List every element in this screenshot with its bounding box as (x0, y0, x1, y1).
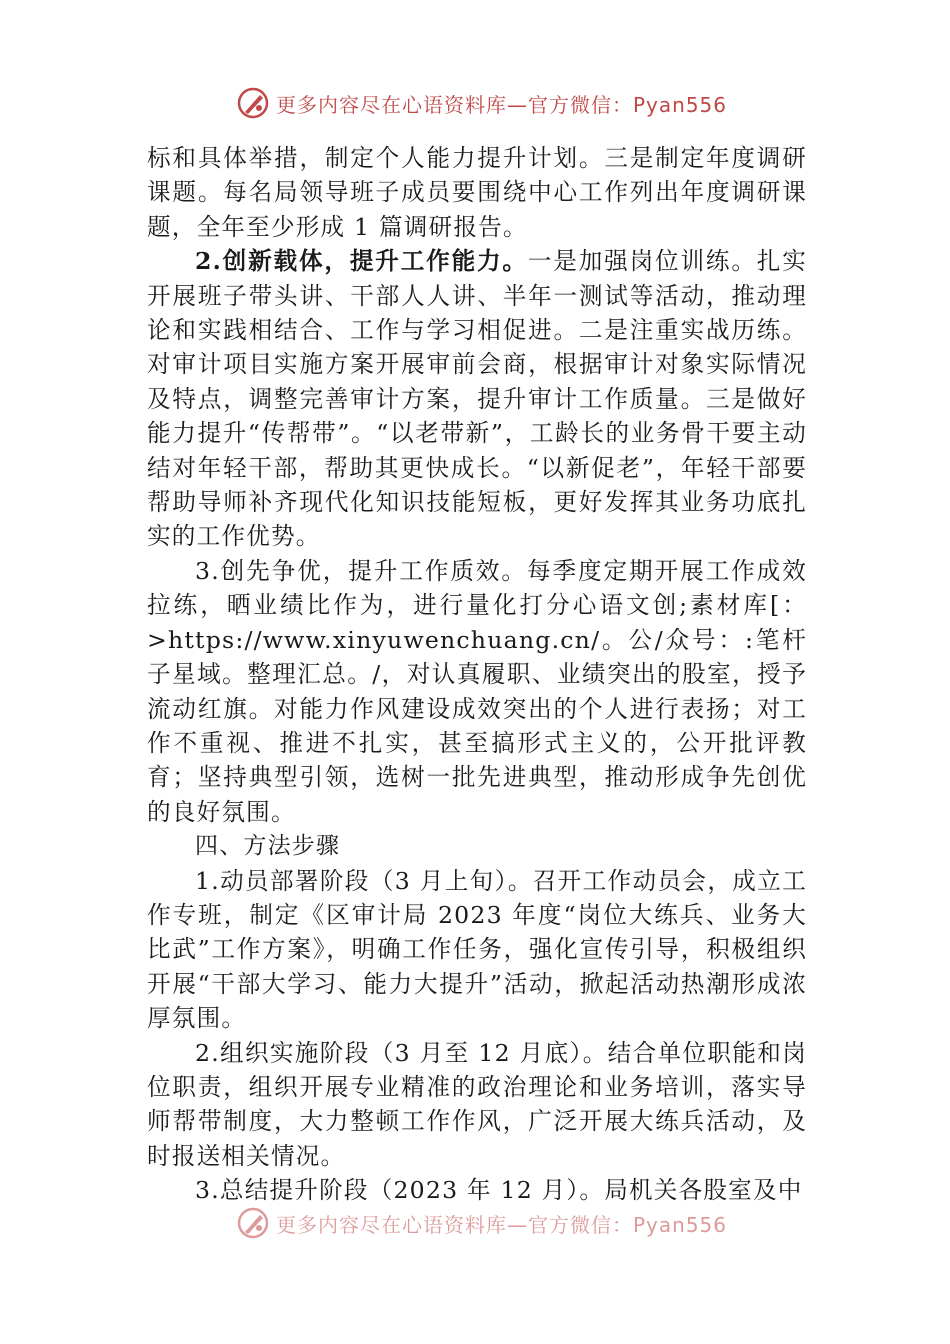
paragraph (147, 244, 807, 554)
paragraph: 2.组织实施阶段（3 月至 12 月底）。结合单位职能和岗位职责，组织开展专业精准的政治理论和业务培训，落实导师帮带制度，大力整顿工作作风，广泛开展大练兵活动，及时报送相关情况。 (147, 1038, 807, 1170)
pen-logo-icon (236, 86, 270, 120)
watermark-header (236, 85, 727, 121)
document-body (147, 141, 807, 1208)
pen-logo-icon (236, 1206, 270, 1240)
paragraph-lead: 2.创新载体，提升工作能力。 (195, 247, 528, 276)
watermark-footer (236, 1205, 727, 1241)
section-heading: 四、方法步骤 (195, 833, 341, 860)
paragraph-text: 一是加强岗位训练。扎实开展班子带头讲、干部人人讲、半年一测试等活动，推动理论和实践相结合、工作与学习相促进。二是注重实战历练。对审计项目实施方案开展审前会商，根据审计对象实际情况及特点，调整完善审计方案，提升审计工作质量。三是做好能力提升“传帮带”。“以老带新”，工龄长的业务骨干要主动结对年轻干部，帮助其更快成长。“以新促老”，年轻干部要帮助导师补齐现代化知识技能短板，更好发挥其业务功底扎实的工作优势。 (147, 247, 807, 551)
paragraph: 3.总结提升阶段（2023 年 12 月）。局机关各股室及中 (195, 1176, 803, 1205)
paragraph: 标和具体举措，制定个人能力提升计划。三是制定年度调研课题。每名局领导班子成员要围绕中心工作列出年度调研课题，全年至少形成 1 篇调研报告。 (147, 144, 807, 241)
paragraph: 3.创先争优，提升工作质效。每季度定期开展工作成效拉练，晒业绩比作为，进行量化打分心语文创;素材库[：>https://www.xinyuwenchuang.cn/。公/众号：:笔杆子星域。整理汇总。/，对认真履职、业绩突出的股室，授予流动红旗。对能力作风建设成效突出的个人进行表扬；对工作不重视、推进不扎实，甚至搞形式主义的，公开批评教育；坚持典型引领，选树一批先进典型，推动形成争先创优的良好氛围。 (147, 556, 807, 826)
watermark-text: 更多内容尽在心语资料库—官方微信：Pyan556 (276, 1212, 728, 1237)
paragraph: 1.动员部署阶段（3 月上旬）。召开工作动员会，成立工作专班，制定《区审计局 2023 年度“岗位大练兵、业务大比武”工作方案》，明确工作任务，强化宣传引导，积极组织开展“干部大学习、能力大提升”活动，掀起活动热潮形成浓厚氛围。 (147, 866, 807, 1033)
watermark-text: 更多内容尽在心语资料库—官方微信：Pyan556 (276, 92, 728, 117)
